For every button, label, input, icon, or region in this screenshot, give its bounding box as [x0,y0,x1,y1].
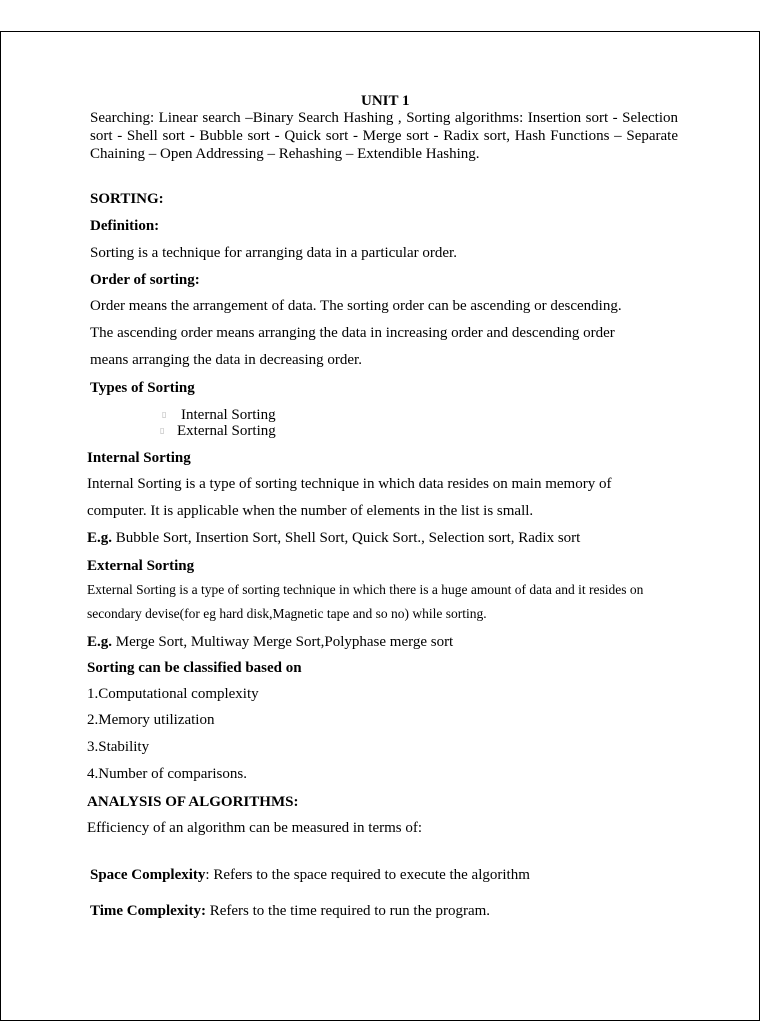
time-text: Refers to the time required to run the program. [205,903,491,919]
external-line-2: secondary devise(for eg hard disk,Magnetic tape and so no) while sorting. [87,606,487,621]
criteria-item: 3.Stability [87,739,150,755]
bullet-icon: ▯ [162,410,167,419]
internal-line-1: Internal Sorting is a type of sorting technique in which data resides on main memory of [87,476,612,492]
criteria-item: 2.Memory utilization [87,712,215,728]
time-complexity [90,902,490,920]
eg-text: Merge Sort, Multiway Merge Sort,Polyphase merge sort [112,634,454,650]
analysis-text: Efficiency of an algorithm can be measured in terms of: [87,820,423,836]
order-line-1: Order means the arrangement of data. The sorting order can be ascending or descending. [90,298,622,314]
criteria-item: 4.Number of comparisons. [87,766,247,782]
classified-heading: Sorting can be classified based on [87,660,302,676]
eg-label: E.g. [87,634,113,650]
analysis-heading: ANALYSIS OF ALGORITHMS: [87,794,299,810]
internal-line-2: computer. It is applicable when the number of elements in the list is small. [87,503,534,519]
external-example [87,633,453,651]
definition-text: Sorting is a technique for arranging data in a particular order. [90,245,457,261]
types-heading: Types of Sorting [90,380,195,396]
bullet-icon: ▯ [160,426,165,435]
internal-example [87,529,580,547]
syllabus-paragraph: Searching: Linear search –Binary Search Hashing , Sorting algorithms: Insertion sort - Selection sort - Shell sort - Bubble sort - Quick sort - Merge sort - Radix sort, Hash Functions – Separate Chaining – Open Addressing – Rehashing – Extendible Hashing. [90,110,678,162]
time-label: Time Complexity: [90,903,206,919]
criteria-item: 1.Computational complexity [87,686,259,702]
types-item-external: External Sorting [177,423,276,439]
internal-heading: Internal Sorting [87,450,191,466]
order-line-3: means arranging the data in decreasing order. [90,352,362,368]
eg-label: E.g. [87,530,113,546]
definition-heading: Definition: [90,218,160,234]
space-complexity [90,866,530,884]
space-label: Space Complexity [90,867,206,883]
external-line-1: External Sorting is a type of sorting technique in which there is a huge amount of data and it resides on [87,582,644,597]
eg-text: Bubble Sort, Insertion Sort, Shell Sort, Quick Sort., Selection sort, Radix sort [112,530,581,546]
unit-title: UNIT 1 [361,93,410,109]
order-heading: Order of sorting: [90,272,200,288]
external-heading: External Sorting [87,558,195,574]
types-item-internal: Internal Sorting [181,407,276,423]
sorting-heading: SORTING: [90,191,164,207]
order-line-2: The ascending order means arranging the data in increasing order and descending order [90,325,615,341]
space-text: : Refers to the space required to execute the algorithm [205,867,530,883]
